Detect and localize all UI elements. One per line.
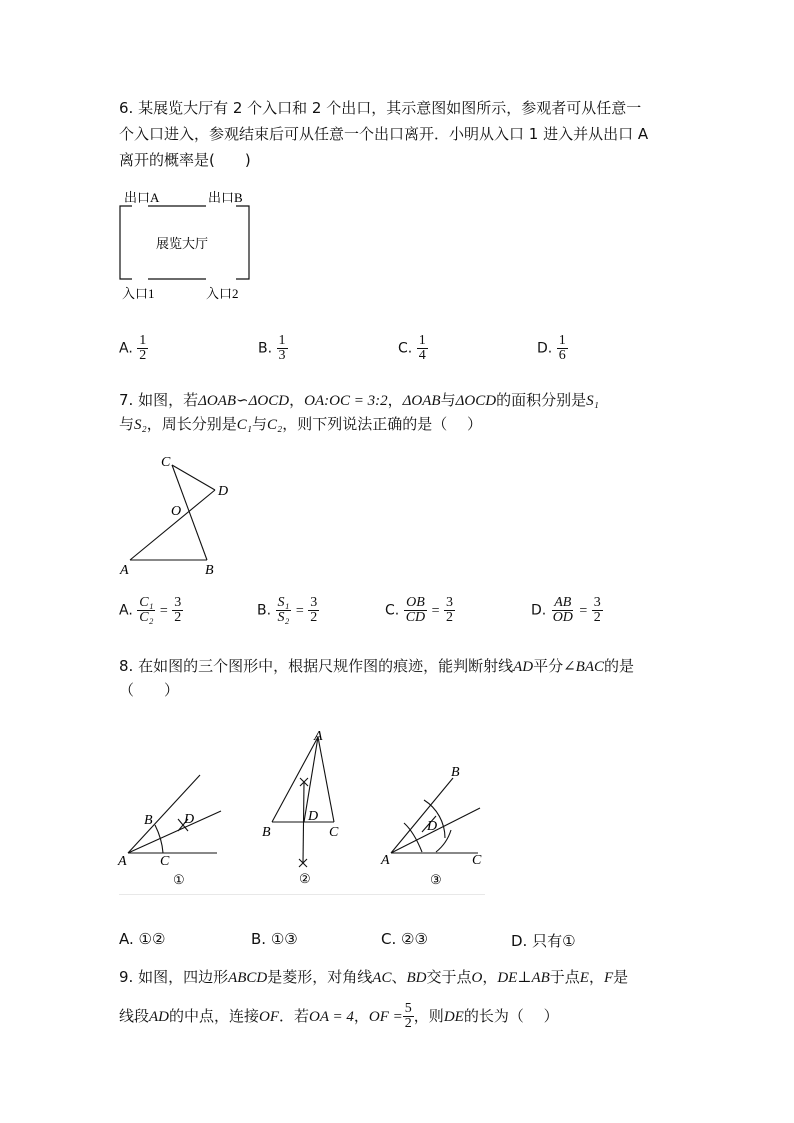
q8-text: 的是 (604, 657, 635, 675)
equals-sign: = (295, 603, 304, 619)
q9-text: 的长为（ ） (463, 1007, 559, 1025)
q7-point-d: D (218, 484, 229, 499)
q8-fig1-point-b: B (144, 813, 153, 828)
q8-ray-ad: AD (513, 659, 534, 675)
q6-entrance-2-label: 入口2 (206, 286, 239, 301)
option-letter: A. (119, 340, 133, 357)
fraction (137, 334, 148, 363)
q9-perpendicular: DE⊥AB (497, 970, 550, 986)
q8-fig3-caption: ③ (430, 872, 442, 887)
q7-point-o: O (171, 504, 182, 519)
q6-option-c[interactable] (398, 334, 428, 363)
denominator: C₂ (139, 610, 154, 625)
q9-text: 的中点，连接 (169, 1007, 260, 1025)
q9-point-f: F (603, 970, 614, 986)
q7-option-b[interactable] (257, 596, 319, 625)
numerator: C₁ (139, 595, 154, 610)
q7-option-d[interactable] (531, 596, 603, 625)
equals-sign: = (579, 603, 588, 619)
q9-text: 线段 (119, 1007, 150, 1025)
q9-stem-line1 (119, 967, 628, 988)
fraction (276, 596, 292, 625)
q8-angle-bac: ∠BAC (563, 659, 605, 675)
denominator: 2 (310, 610, 318, 625)
q8-fig3-point-c: C (472, 853, 482, 868)
q7-text: ， (289, 391, 305, 409)
numerator: 3 (445, 595, 453, 610)
option-letter: D. (511, 932, 528, 950)
q6-figure (110, 186, 260, 304)
numerator: 1 (139, 333, 147, 348)
denominator: 2 (174, 610, 182, 625)
q6-stem-line1: 6. 某展览大厅有 2 个入口和 2 个出口，其示意图如图所示，参观者可从任意一 (119, 99, 642, 117)
denominator: OD (552, 610, 573, 625)
numerator: 3 (310, 595, 318, 610)
q8-fig2-point-a: A (314, 729, 323, 744)
q8-fig1-point-a: A (118, 854, 127, 869)
fraction (417, 334, 428, 363)
fraction (137, 596, 155, 625)
q8-stem-line2: （ ） (119, 681, 180, 699)
q9-text: ， (482, 968, 498, 986)
q7-text: 与 (440, 391, 456, 409)
q8-option-b[interactable] (251, 930, 298, 948)
q9-text: ．若 (279, 1007, 310, 1025)
q9-point-o: O (471, 970, 483, 986)
q7-text: ，周长分别是 (146, 415, 237, 433)
q8-figure-1 (115, 765, 230, 890)
q8-option-a[interactable] (119, 930, 165, 948)
q7-similar-triangles: ΔOAB∽ΔOCD (198, 393, 290, 409)
option-letter: B. (251, 930, 267, 948)
q7-point-c: C (161, 455, 171, 470)
q7-figure (112, 448, 242, 580)
q9-diagonal-bd: BD (406, 970, 427, 986)
q9-text: 、 (391, 968, 407, 986)
q6-option-b[interactable] (258, 334, 288, 363)
q8-stem-line1 (119, 656, 634, 677)
q6-entrance-1-label: 入口1 (122, 286, 155, 301)
q7-c2: C₂ (267, 417, 283, 433)
numerator: 1 (558, 333, 566, 348)
q9-text: ， (353, 1007, 369, 1025)
q9-text: 于点 (549, 968, 580, 986)
numerator: 3 (174, 595, 182, 610)
denominator: S₂ (277, 610, 290, 625)
q9-segment-of: OF (259, 1009, 280, 1025)
q8-fig3-point-b: B (451, 765, 460, 780)
q7-s2: S₂ (134, 417, 147, 433)
q8-fig2-point-c: C (329, 825, 339, 840)
q7-text: ， (387, 391, 403, 409)
numerator: 5 (404, 1001, 412, 1016)
q9-text: 是菱形，对角线 (267, 968, 373, 986)
q7-triangle-oab: ΔOAB (402, 393, 441, 409)
q8-fig2-point-d: D (308, 809, 319, 824)
option-letter: C. (385, 602, 400, 619)
denominator: 2 (445, 610, 453, 625)
q7-text: 与 (251, 415, 267, 433)
option-letter: B. (258, 340, 273, 357)
q9-of-equals: OF = (368, 1009, 403, 1025)
q8-fig1-point-c: C (160, 854, 170, 869)
q9-text: 9. 如图，四边形 (119, 968, 229, 986)
q9-stem-line2 (119, 1002, 559, 1031)
fraction (592, 596, 603, 625)
q6-hall-label: 展览大厅 (156, 236, 209, 251)
denominator: CD (405, 610, 426, 625)
q8-fig1-caption: ① (173, 872, 185, 887)
option-text: ①③ (270, 930, 298, 948)
q7-option-c[interactable] (385, 596, 455, 625)
q8-fig2-point-b: B (262, 825, 271, 840)
denominator: 3 (278, 348, 286, 363)
option-text: 只有① (532, 932, 576, 950)
q7-option-a[interactable] (119, 596, 183, 625)
numerator: OB (406, 595, 425, 610)
q9-text: 交于点 (426, 968, 472, 986)
q6-option-d[interactable] (537, 334, 568, 363)
q9-text: ，则 (413, 1007, 444, 1025)
q8-fig2-caption: ② (299, 871, 311, 886)
figure-divider (119, 894, 485, 895)
option-letter: C. (381, 930, 397, 948)
q7-text: 7. 如图，若 (119, 391, 199, 409)
q6-exit-b-label: 出口B (208, 190, 243, 205)
option-letter: C. (398, 340, 413, 357)
q7-ratio: OA:OC = 3:2 (304, 393, 388, 409)
fraction (277, 334, 288, 363)
equals-sign: = (431, 603, 440, 619)
q9-segment-ad: AD (149, 1009, 170, 1025)
q7-triangle-ocd: ΔOCD (455, 393, 497, 409)
q7-text: ，则下列说法正确的是（ ） (282, 415, 483, 433)
fraction (308, 596, 319, 625)
q7-point-a: A (120, 563, 129, 578)
numerator: AB (554, 595, 572, 610)
fraction (404, 596, 427, 625)
q8-fig1-point-d: D (184, 812, 195, 827)
q9-oa-value: OA = 4 (309, 1009, 354, 1025)
denominator: 4 (418, 348, 426, 363)
q7-c1: C₁ (236, 417, 252, 433)
equals-sign: = (159, 603, 168, 619)
option-letter: D. (531, 602, 547, 619)
q8-figure-3 (378, 760, 490, 890)
fraction (557, 334, 568, 363)
option-text: ①② (138, 930, 166, 948)
q9-text: ， (588, 968, 604, 986)
fraction (551, 596, 575, 625)
q9-diagonal-ac: AC (372, 970, 392, 986)
q8-figure-2 (255, 725, 355, 890)
q6-option-a[interactable] (119, 334, 148, 363)
fraction (444, 596, 455, 625)
numerator: 3 (593, 595, 601, 610)
q7-point-b: B (205, 563, 214, 578)
option-letter: A. (119, 930, 134, 948)
option-letter: A. (119, 602, 133, 619)
denominator: 6 (558, 348, 566, 363)
denominator: 2 (593, 610, 601, 625)
numerator: 1 (418, 333, 426, 348)
fraction (403, 1002, 414, 1031)
q8-fig3-point-d: D (427, 819, 438, 834)
q6-exit-a-label: 出口A (124, 190, 160, 205)
q7-s1: S₁ (586, 393, 599, 409)
q8-text: 8. 在如图的三个图形中，根据尺规作图的痕迹，能判断射线 (119, 657, 514, 675)
q7-stem-line2 (119, 414, 482, 435)
q8-option-d[interactable] (511, 930, 576, 951)
numerator: 1 (278, 333, 286, 348)
q7-stem-line1 (119, 390, 599, 411)
denominator: 2 (404, 1016, 412, 1031)
option-text: ②③ (401, 930, 428, 948)
q8-option-c[interactable] (381, 930, 428, 948)
option-letter: D. (537, 340, 553, 357)
q9-text: 是 (613, 968, 629, 986)
q8-fig3-point-a: A (381, 853, 390, 868)
numerator: S₁ (277, 595, 290, 610)
q7-text: 与 (119, 415, 135, 433)
q7-text: 的面积分别是 (496, 391, 587, 409)
q9-quad-abcd: ABCD (228, 970, 268, 986)
denominator: 2 (139, 348, 147, 363)
fraction (172, 596, 183, 625)
q6-stem-line3: 离开的概率是( ) (119, 151, 251, 169)
option-letter: B. (257, 602, 272, 619)
q6-stem-line2: 个入口进入，参观结束后可从任意一个出口离开．小明从入口 1 进入并从出口 A (119, 125, 649, 143)
q9-segment-de: DE (443, 1009, 464, 1025)
q8-text: 平分 (533, 657, 564, 675)
q9-point-e: E (579, 970, 589, 986)
